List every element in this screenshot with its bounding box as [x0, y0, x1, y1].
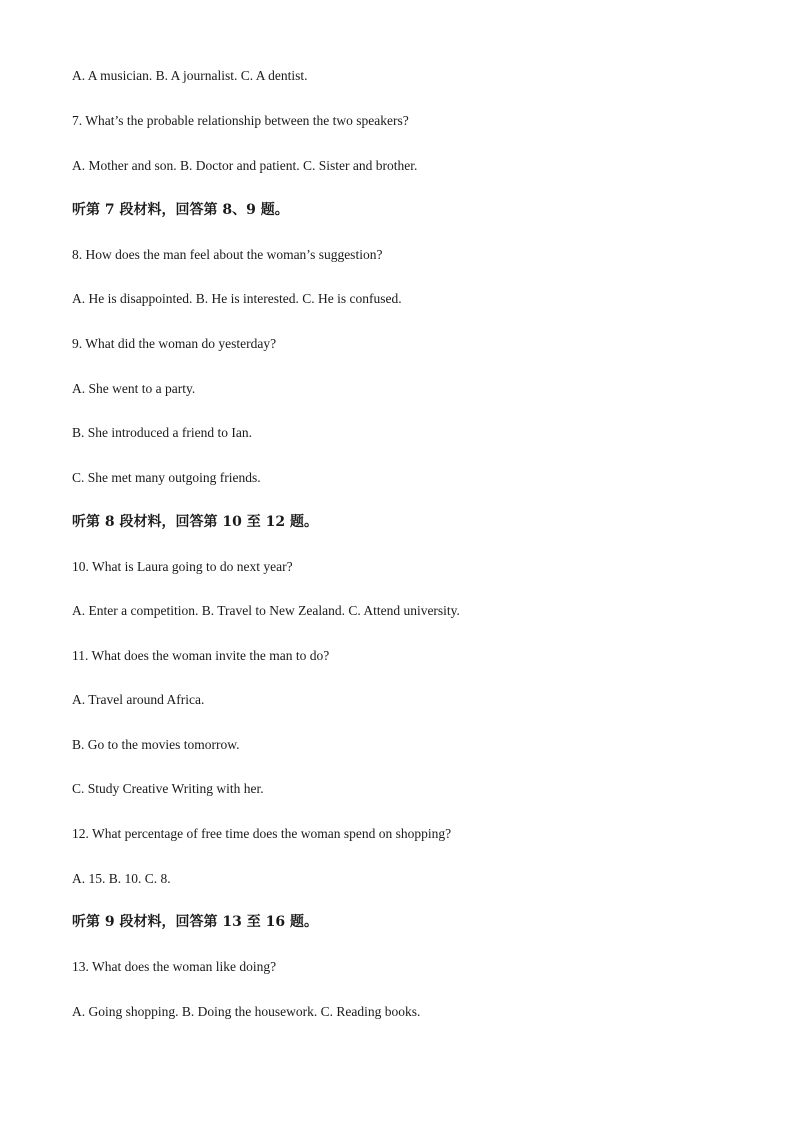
- q9-option-b: B. She introduced a friend to Ian.: [72, 425, 252, 440]
- q11-question: 11. What does the woman invite the man to do?: [72, 648, 330, 663]
- q11-option-b: B. Go to the movies tomorrow.: [72, 737, 240, 752]
- section-9-heading: 听第 9 段材料，回答第 13 至 16 题。: [72, 914, 318, 930]
- section-8-heading: 听第 8 段材料，回答第 10 至 12 题。: [72, 514, 318, 530]
- q7-options: A. Mother and son. B. Doctor and patient. C. Sister and brother.: [72, 158, 418, 173]
- q7-question: 7. What’s the probable relationship between the two speakers?: [72, 113, 409, 128]
- q6-options: A. A musician. B. A journalist. C. A dentist.: [72, 68, 308, 83]
- q10-question: 10. What is Laura going to do next year?: [72, 559, 293, 574]
- q12-options: A. 15. B. 10. C. 8.: [72, 871, 171, 886]
- q10-options: A. Enter a competition. B. Travel to New Zealand. C. Attend university.: [72, 603, 460, 618]
- q13-options: A. Going shopping. B. Doing the housework. C. Reading books.: [72, 1004, 421, 1019]
- q11-option-a: A. Travel around Africa.: [72, 692, 205, 707]
- q12-question: 12. What percentage of free time does the woman spend on shopping?: [72, 826, 452, 841]
- q9-question: 9. What did the woman do yesterday?: [72, 336, 277, 351]
- q11-option-c: C. Study Creative Writing with her.: [72, 781, 264, 796]
- q13-question: 13. What does the woman like doing?: [72, 959, 277, 974]
- q9-option-a: A. She went to a party.: [72, 381, 196, 396]
- q8-options: A. He is disappointed. B. He is interested. C. He is confused.: [72, 291, 402, 306]
- q9-option-c: C. She met many outgoing friends.: [72, 470, 261, 485]
- q8-question: 8. How does the man feel about the woman’s suggestion?: [72, 247, 383, 262]
- section-7-heading: 听第 7 段材料，回答第 8、9 题。: [72, 202, 289, 218]
